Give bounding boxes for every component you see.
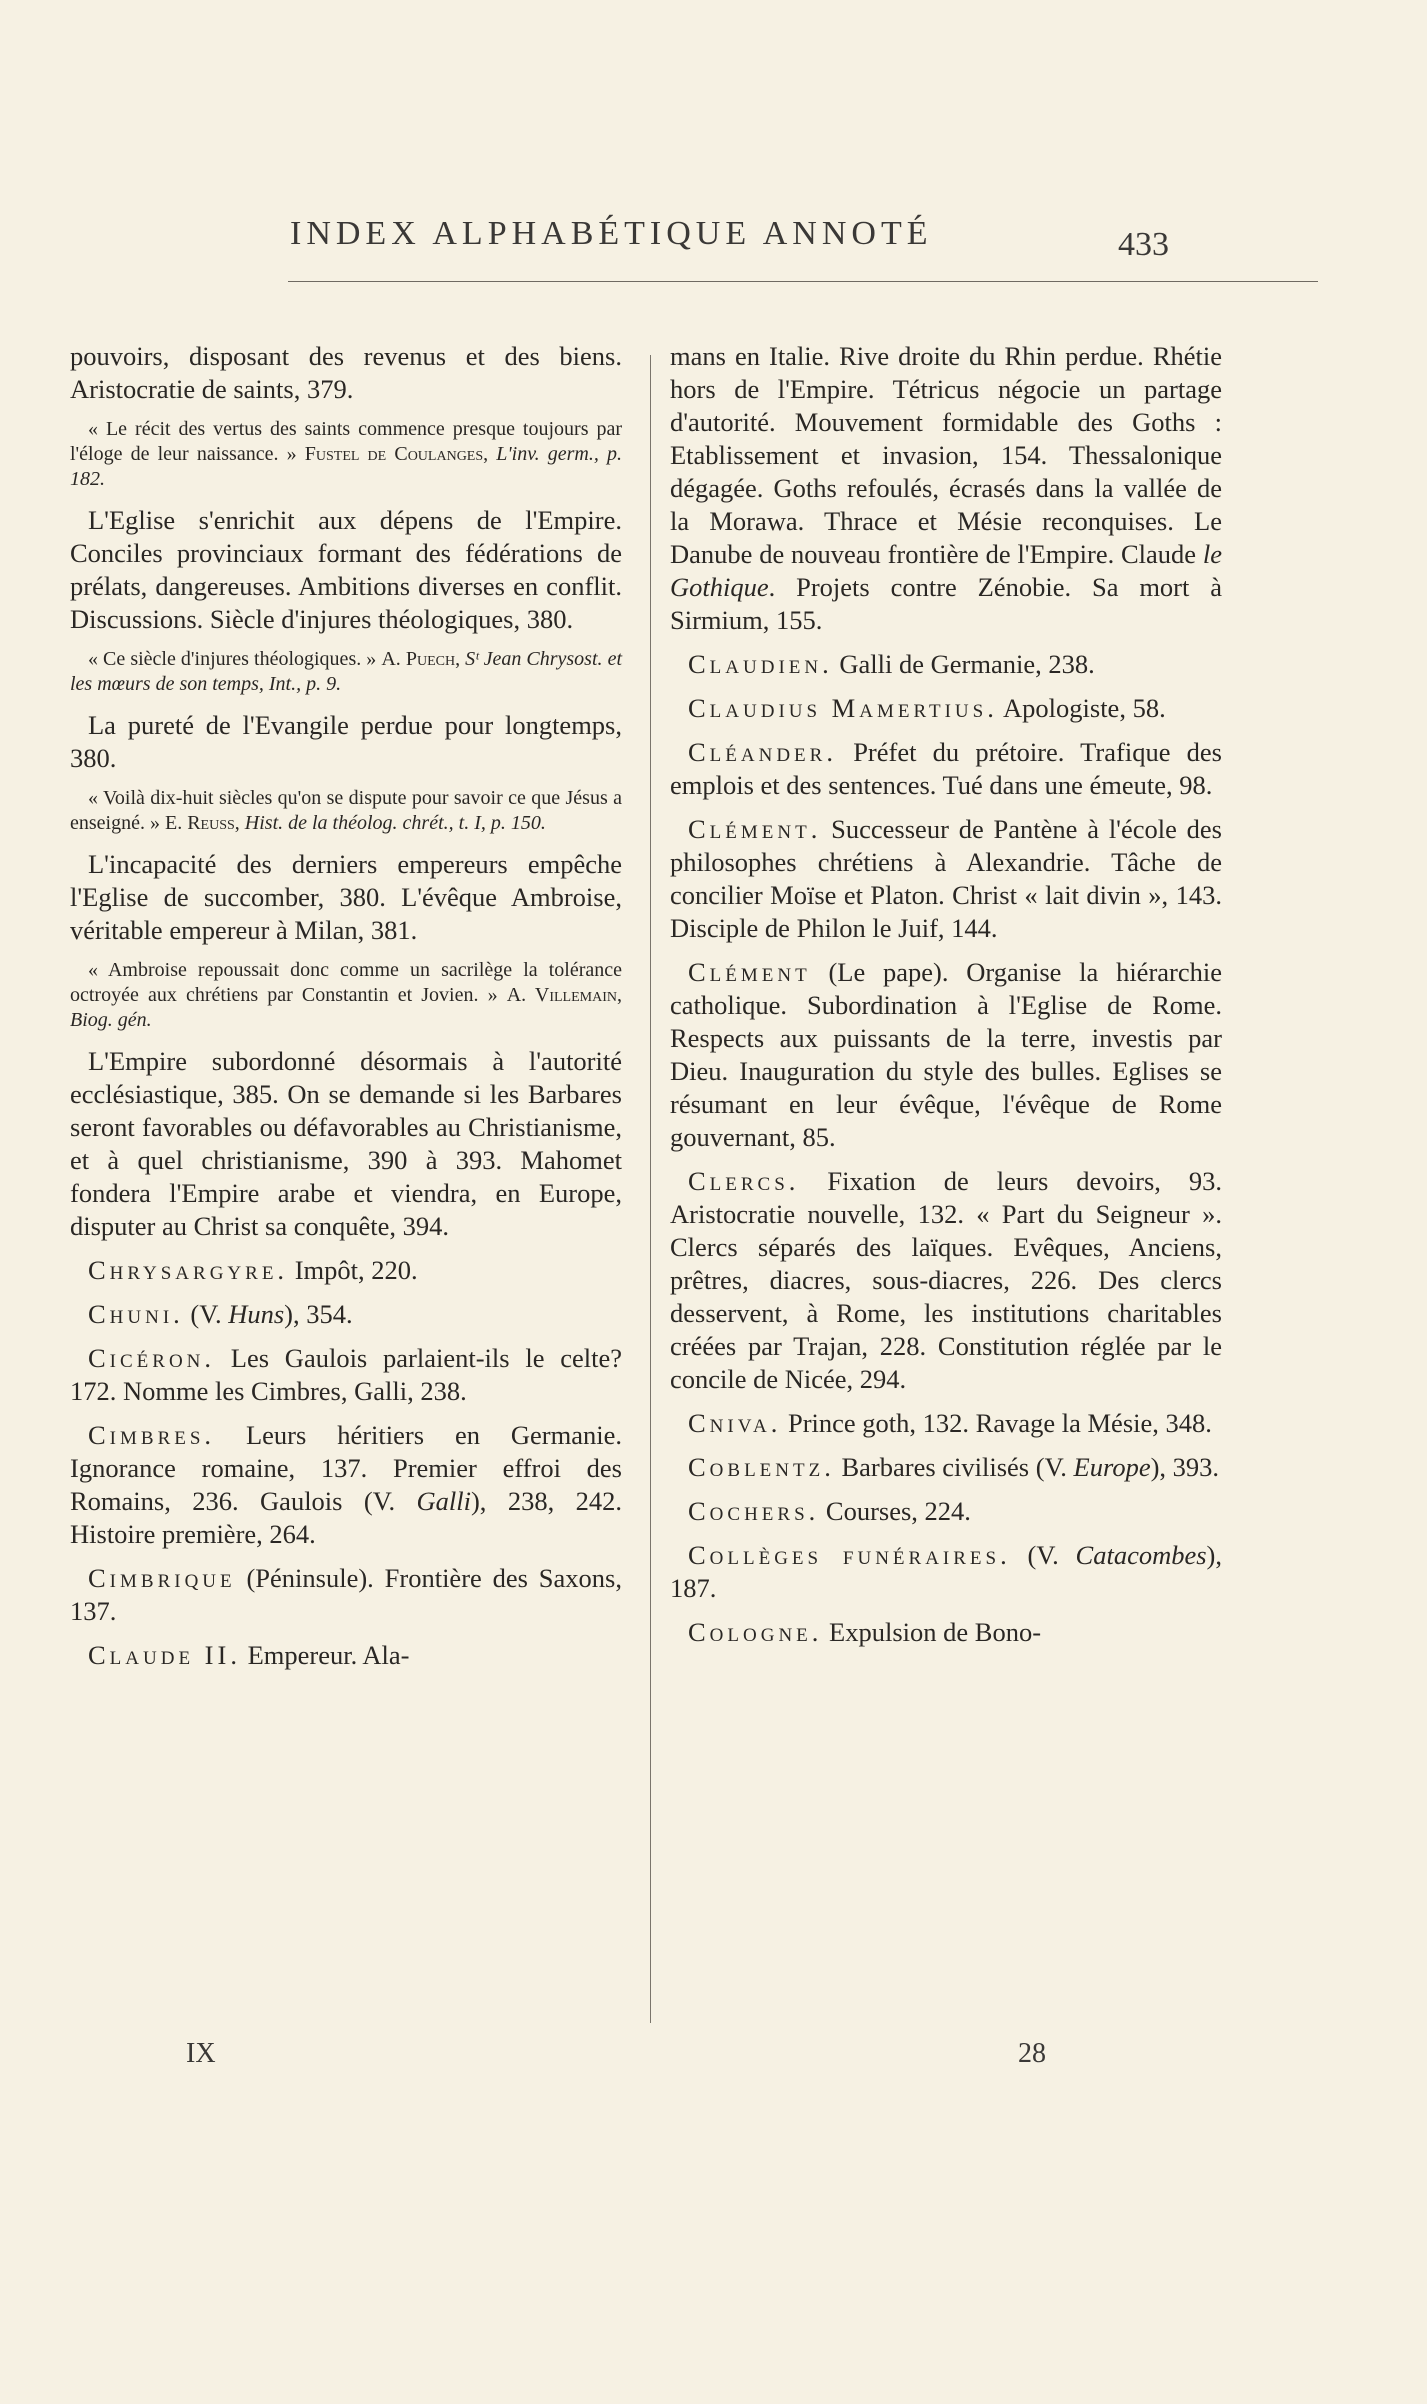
left-column — [70, 340, 622, 1683]
entry-term: Collèges funéraires. — [688, 1540, 1011, 1570]
index-entry: Claudius Mamertius. Apologiste, 58. — [688, 693, 1166, 723]
index-entry: Clément (Le pape). Organise la hiérarchie catholique. Subordination à l'Eglise de Rome. Respects aux puissants de la terre, investis par Dieu. Inauguration du style des bulles. Eglises se résumant en leur évêque, l'évêque de Rome gouvernant, 85. — [670, 957, 1222, 1152]
paragraph: pouvoirs, disposant des revenus et des biens. Aristocratie de saints, 379. — [70, 341, 622, 404]
quote-work: Biog. gén. — [70, 1009, 152, 1031]
signature-mark-left: IX — [186, 2038, 216, 2069]
paragraph: L'Eglise s'enrichit aux dépens de l'Empire. Conciles provinciaux formant des fédérations de prélats, dangereuses. Ambitions diverses en conflit. Discussions. Siècle d'injures théologiques, 380. — [70, 505, 622, 634]
page-number: 433 — [1118, 226, 1169, 263]
index-entry: Claudien. Galli de Germanie, 238. — [688, 649, 1095, 679]
right-column — [670, 340, 1222, 1660]
entry-term: Clément — [688, 957, 811, 987]
entry-term: Claudius Mamertius. — [688, 693, 998, 723]
quote-work: Hist. de la théolog. chrét., t. I, p. 150. — [239, 812, 546, 834]
index-entry: Coblentz. Barbares civilisés (V. Europe), 393. — [688, 1452, 1220, 1482]
index-entry: Cicéron. Les Gaulois parlaient-ils le celte? 172. Nomme les Cimbres, Galli, 238. — [70, 1343, 622, 1406]
quotation: « Ce siècle d'injures théologiques. » A. Puech, Sᵗ Jean Chrysost. et les mœurs de son temps, Int., p. 9. — [70, 648, 622, 695]
cross-reference: Galli — [416, 1486, 471, 1516]
index-entry: Chuni. (V. Huns), 354. — [88, 1299, 353, 1329]
signature-mark-right: 28 — [1018, 2038, 1046, 2069]
quotation: « Ambroise repoussait donc comme un sacrilège la tolérance octroyée aux chrétiens par Constantin et Jovien. » A. Villemain, Biog. gén. — [70, 959, 622, 1031]
quotation: « Voilà dix-huit siècles qu'on se dispute pour savoir ce que Jésus a enseigné. » E. Reuss, Hist. de la théolog. chrét., t. I, p. 150. — [70, 787, 622, 834]
entry-term: Clément. — [688, 814, 822, 844]
cross-reference: Huns — [228, 1299, 285, 1329]
column-divider — [650, 355, 651, 2023]
entry-term: Claude II. — [88, 1640, 241, 1670]
entry-term: Cléander. — [688, 737, 837, 767]
entry-term: Cicéron. — [88, 1343, 216, 1373]
index-entry: Cologne. Expulsion de Bono- — [688, 1617, 1042, 1647]
quote-author: E. Reuss, — [164, 812, 240, 834]
index-entry: Cimbrique (Péninsule). Frontière des Saxons, 137. — [70, 1563, 622, 1626]
entry-term: Cimbres. — [88, 1420, 216, 1450]
index-entry: Claude II. Empereur. Ala- — [88, 1640, 410, 1670]
quote-author: A. Villemain, — [506, 984, 622, 1006]
index-entry: Cochers. Courses, 224. — [688, 1496, 971, 1526]
index-entry: Chrysargyre. Impôt, 220. — [88, 1255, 418, 1285]
index-entry: Collèges funéraires. (V. Catacombes), 187. — [670, 1540, 1222, 1603]
entry-term: Clercs. — [688, 1166, 800, 1196]
entry-term: Cologne. — [688, 1617, 823, 1647]
quote-author: Fustel de Coulanges, — [304, 443, 489, 465]
entry-term: Cniva. — [688, 1408, 782, 1438]
cross-reference: Catacombes — [1075, 1540, 1207, 1570]
index-entry: Clément. Successeur de Pantène à l'école des philosophes chrétiens à Alexandrie. Tâche de concilier Moïse et Platon. Christ « lait divin », 143. Disciple de Philon le Juif, 144. — [670, 814, 1222, 943]
quote-author: A. Puech, — [381, 648, 461, 670]
entry-term: Chrysargyre. — [88, 1255, 289, 1285]
quote-work: L'inv. germ., p. 182. — [70, 443, 622, 490]
paragraph: L'Empire subordonné désormais à l'autorité ecclésiastique, 385. On se demande si les Barbares seront favorables ou défavorables au Christianisme, et à quel christianisme, 390 à 393. Mahomet fondera l'Empire arabe et viendra, en Europe, disputer au Christ sa conquête, 394. — [70, 1046, 622, 1241]
index-entry: Cniva. Prince goth, 132. Ravage la Mésie, 348. — [688, 1408, 1212, 1438]
running-header: INDEX ALPHABÉTIQUE ANNOTÉ — [290, 215, 933, 252]
cross-reference: le Gothique — [670, 539, 1222, 602]
quote-work: Sᵗ Jean Chrysost. et les mœurs de son temps, Int., p. 9. — [70, 648, 622, 695]
entry-term: Cimbrique — [88, 1563, 236, 1593]
quotation: « Le récit des vertus des saints commence presque toujours par l'éloge de leur naissance. » Fustel de Coulanges, L'inv. germ., p. 182. — [70, 418, 622, 490]
header-rule — [288, 281, 1318, 282]
entry-term: Coblentz. — [688, 1452, 835, 1482]
paragraph: mans en Italie. Rive droite du Rhin perdue. Rhétie hors de l'Empire. Tétricus négocie un partage d'autorité. Mouvement formidable des Goths : Etablissement et invasion, 154. Thessalonique dégagée. Goths refoulés, écrasés dans la vallée de la Morawa. Thrace et Mésie reconquises. Le Danube de nouveau frontière de l'Empire. Claude le Gothique. Projets contre Zénobie. Sa mort à Sirmium, 155. — [670, 341, 1222, 635]
entry-term: Chuni. — [88, 1299, 184, 1329]
entry-term: Claudien. — [688, 649, 833, 679]
paragraph: La pureté de l'Evangile perdue pour longtemps, 380. — [70, 710, 622, 773]
index-entry: Cimbres. Leurs héritiers en Germanie. Ignorance romaine, 137. Premier effroi des Romains, 236. Gaulois (V. Galli), 238, 242. Histoire première, 264. — [70, 1420, 622, 1549]
cross-reference: Europe — [1073, 1452, 1151, 1482]
paragraph: L'incapacité des derniers empereurs empêche l'Eglise de succomber, 380. L'évêque Ambroise, véritable empereur à Milan, 381. — [70, 849, 622, 945]
index-entry: Clercs. Fixation de leurs devoirs, 93. Aristocratie nouvelle, 132. « Part du Seigneur ». Clercs séparés des laïques. Evêques, Anciens, prêtres, diacres, sous-diacres, 226. Des clercs desservent, à Rome, les institutions charitables créées par Trajan, 228. Constitution réglée par le concile de Nicée, 294. — [670, 1166, 1222, 1394]
entry-term: Cochers. — [688, 1496, 820, 1526]
index-entry: Cléander. Préfet du prétoire. Trafique des emplois et des sentences. Tué dans une émeute, 98. — [670, 737, 1222, 800]
